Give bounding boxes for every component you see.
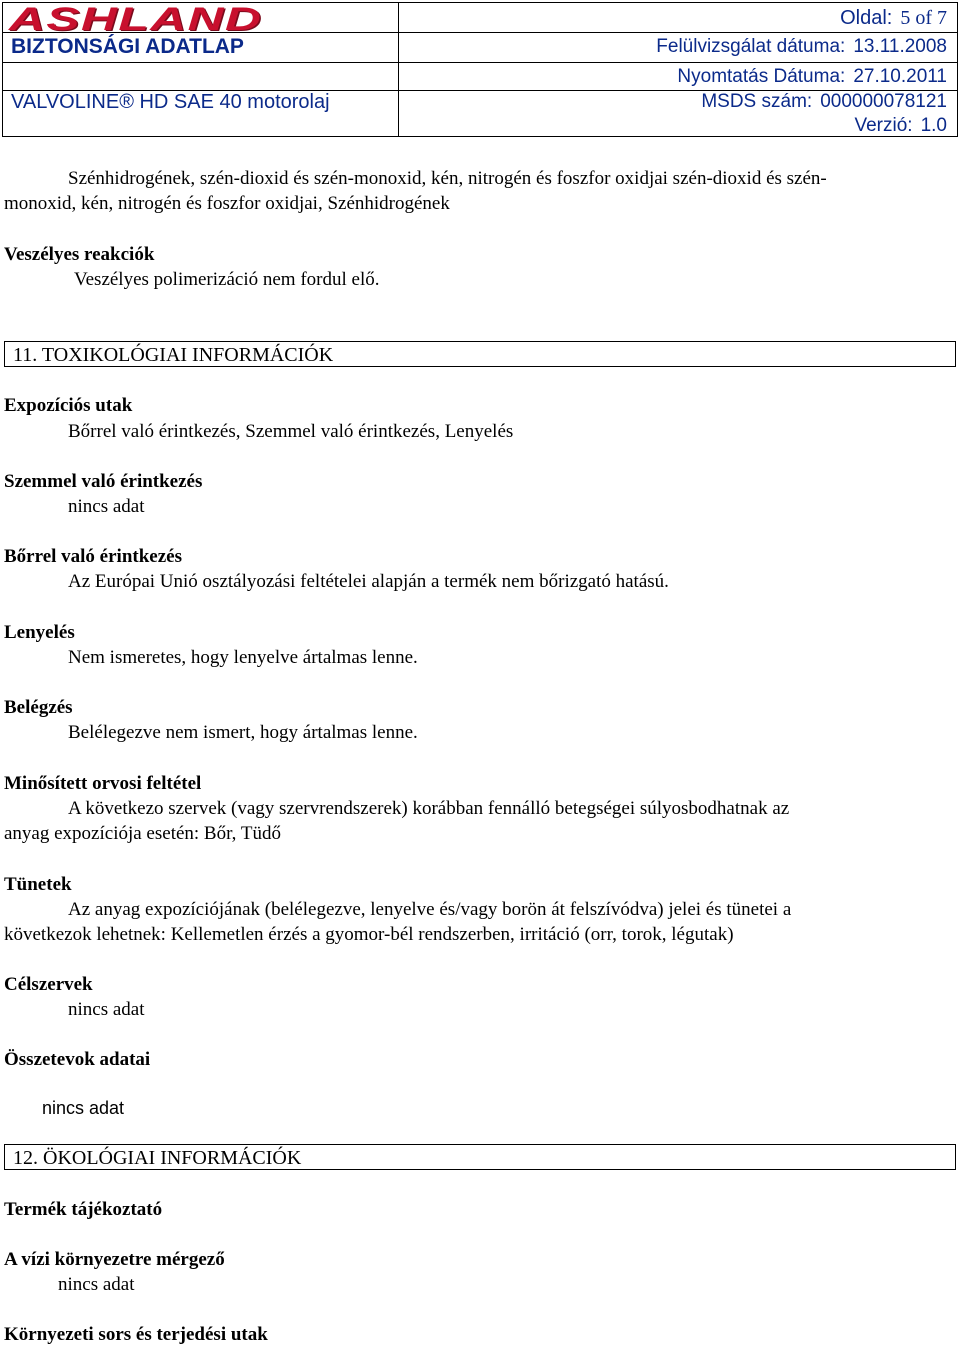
page-value: 5 of 7: [900, 7, 947, 29]
medical-line-1: A következo szervek (vagy szervrendszerek) korábban fennálló betegségei súlyosbodhatnak az: [68, 798, 790, 819]
symptoms-line-1: Az anyag expozíciójának (belélegezve, lenyelve és/vagy borön át felszívódva) jelei és tünetei a: [68, 899, 792, 920]
msds-number: [701, 89, 947, 115]
aquatic-text: nincs adat: [58, 1274, 135, 1295]
exposure-heading: Expozíciós utak: [4, 395, 133, 416]
section-11-title: 11. TOXIKOLÓGIAI INFORMÁCIÓK: [13, 344, 334, 366]
header-row-page: [399, 3, 957, 33]
eye-text: nincs adat: [68, 496, 145, 517]
hazardous-reactions-heading: Veszélyes reakciók: [4, 244, 155, 265]
header-left: [3, 3, 399, 136]
print-value: 27.10.2011: [853, 66, 947, 87]
aquatic-heading: A vízi környezetre mérgező: [4, 1249, 225, 1270]
symptoms-heading: Tünetek: [4, 874, 72, 895]
msds-value: 000000078121: [820, 91, 947, 112]
version-value: 1.0: [920, 115, 947, 136]
continuation-line-1: Szénhidrogének, szén-dioxid és szén-monoxid, kén, nitrogén és foszfor oxidjai szén-dioxid és szén-: [68, 168, 827, 189]
page-label: Oldal:: [840, 7, 893, 29]
revision-date: [656, 34, 947, 60]
ashland-logo: ASHLAND: [9, 1, 263, 37]
components-text: nincs adat: [42, 1098, 125, 1118]
environment-heading: Környezeti sors és terjedési utak: [4, 1324, 268, 1345]
product-info-heading: Termék tájékoztató: [4, 1199, 163, 1220]
continuation-line-2: monoxid, kén, nitrogén és foszfor oxidjai, Szénhidrogének: [4, 193, 450, 214]
medical-line-2: anyag expozíciója esetén: Bőr, Tüdő: [4, 823, 281, 844]
header-row-print: [399, 63, 957, 91]
revision-value: 13.11.2008: [853, 36, 947, 57]
document-header: [2, 2, 958, 137]
target-organs-text: nincs adat: [68, 999, 145, 1020]
inhalation-heading: Belégzés: [4, 697, 73, 718]
skin-heading: Bőrrel való érintkezés: [4, 546, 182, 567]
section-12-title: 12. ÖKOLÓGIAI INFORMÁCIÓK: [13, 1147, 302, 1169]
version: [854, 113, 947, 139]
header-right: [399, 3, 957, 136]
eye-heading: Szemmel való érintkezés: [4, 471, 203, 492]
product-name: VALVOLINE® HD SAE 40 motorolaj: [11, 91, 330, 113]
inhalation-text: Belélegezve nem ismert, hogy ártalmas lenne.: [68, 722, 418, 743]
symptoms-line-2: következok lehetnek: Kellemetlen érzés a gyomor-bél rendszerben, irritáció (orr, torok, légutak): [4, 924, 734, 945]
version-label: Verzió:: [854, 115, 913, 136]
header-row-blank: [3, 63, 398, 91]
hazardous-reactions-text: Veszélyes polimerizáció nem fordul elő.: [74, 269, 380, 290]
print-date: [677, 64, 947, 90]
components-heading: Összetevok adatai: [4, 1049, 151, 1070]
target-organs-heading: Célszervek: [4, 974, 93, 995]
msds-label: MSDS szám:: [701, 91, 813, 112]
header-row-title: [3, 33, 398, 63]
ingestion-heading: Lenyelés: [4, 622, 75, 643]
header-row-revision: [399, 33, 957, 63]
exposure-text: Bőrrel való érintkezés, Szemmel való érintkezés, Lenyelés: [68, 421, 514, 442]
header-row-logo: [3, 1, 398, 37]
skin-text: Az Európai Unió osztályozási feltételei alapján a termék nem bőrizgató hatású.: [68, 571, 669, 592]
doc-title: BIZTONSÁGI ADATLAP: [11, 35, 244, 58]
page-indicator: [840, 5, 947, 31]
section-11-title-box: [4, 341, 956, 367]
section-12-title-box: [4, 1144, 956, 1170]
medical-heading: Minősített orvosi feltétel: [4, 773, 202, 794]
revision-label: Felülvizsgálat dátuma:: [656, 36, 846, 57]
print-label: Nyomtatás Dátuma:: [677, 66, 846, 87]
ingestion-text: Nem ismeretes, hogy lenyelve ártalmas lenne.: [68, 647, 418, 668]
